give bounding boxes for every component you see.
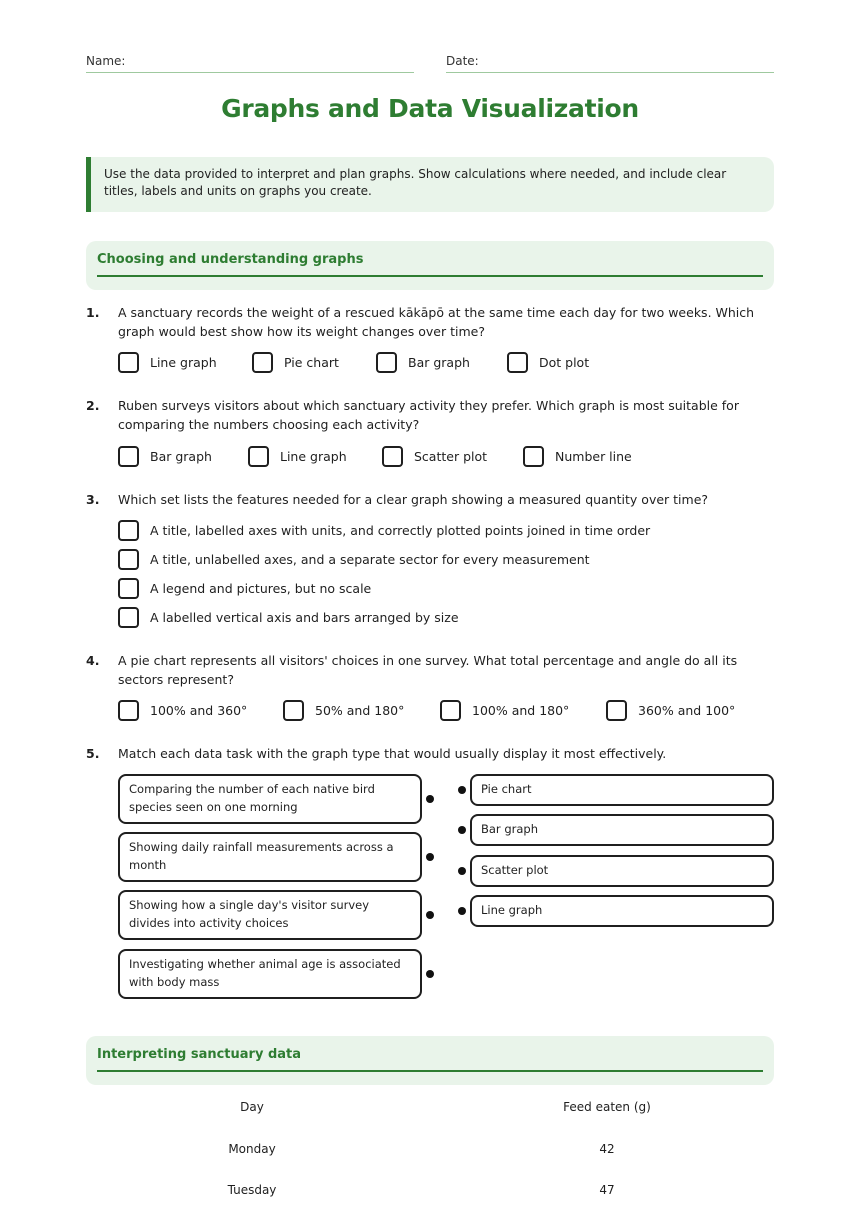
question-2-options [118,446,632,467]
option-label: A labelled vertical axis and bars arranged by size [150,610,459,625]
option-checkbox[interactable] [283,700,440,721]
option-checkbox[interactable] [606,700,735,721]
option-label: 360% and 100° [638,703,736,718]
match-graph-card[interactable]: Line graph [470,895,774,927]
option-checkbox[interactable] [118,549,650,570]
option-label: Pie chart [284,355,339,370]
match-task-card[interactable]: Showing how a single day's visitor survey divides into activity choices [118,890,422,940]
match-task-card[interactable]: Comparing the number of each native bird species seen on one morning [118,774,422,824]
match-dot-left[interactable] [426,853,434,861]
name-label: Name: [86,54,126,68]
question-text: Match each data task with the graph type that would usually display it most effectively. [118,746,667,761]
table-cell: 42 [599,1142,615,1156]
table-cell: 47 [599,1183,615,1197]
page-title: Graphs and Data Visualization [221,94,639,123]
question-2 [86,396,774,434]
section-title: Choosing and understanding graphs [97,252,364,267]
checkbox-icon[interactable] [283,700,304,721]
section-header-interpreting [86,1036,774,1085]
match-graph-card[interactable]: Bar graph [470,814,774,846]
question-4-options [118,700,735,721]
checkbox-icon[interactable] [118,549,139,570]
checkbox-icon[interactable] [523,446,544,467]
option-checkbox[interactable] [440,700,606,721]
option-checkbox[interactable] [523,446,632,467]
checkbox-icon[interactable] [118,700,139,721]
option-label: 50% and 180° [315,703,405,718]
question-3 [86,490,774,509]
checkbox-icon[interactable] [118,446,139,467]
checkbox-icon[interactable] [440,700,461,721]
table-header-day: Day [240,1100,264,1114]
option-checkbox[interactable] [118,700,283,721]
match-dot-right[interactable] [458,786,466,794]
question-number: 3. [86,492,100,507]
question-1-options [118,352,589,373]
date-field[interactable] [446,54,774,73]
date-label: Date: [446,54,479,68]
option-checkbox[interactable] [118,446,248,467]
instructions-box: Use the data provided to interpret and plan graphs. Show calculations where needed, and include clear titles, labels and units on graphs you create. [86,157,774,212]
question-number: 5. [86,746,100,761]
checkbox-icon[interactable] [382,446,403,467]
match-graph-card[interactable]: Pie chart [470,774,774,806]
question-4 [86,651,774,689]
match-graph-card[interactable]: Scatter plot [470,855,774,887]
checkbox-icon[interactable] [118,352,139,373]
table-cell: Monday [228,1142,276,1156]
match-dot-right[interactable] [458,907,466,915]
question-text: Ruben surveys visitors about which sanctuary activity they prefer. Which graph is most suitable for comparing the numbers choosing each activity? [118,398,739,432]
option-checkbox[interactable] [118,578,650,599]
option-label: 100% and 360° [150,703,248,718]
option-label: Line graph [280,449,347,464]
option-label: A title, unlabelled axes, and a separate sector for every measurement [150,552,590,567]
option-checkbox[interactable] [118,607,650,628]
match-task-card[interactable]: Showing daily rainfall measurements across a month [118,832,422,882]
question-1 [86,303,774,341]
option-label: Dot plot [539,355,590,370]
option-checkbox[interactable] [507,352,589,373]
checkbox-icon[interactable] [248,446,269,467]
option-checkbox[interactable] [118,352,252,373]
question-text: Which set lists the features needed for a clear graph showing a measured quantity over time? [118,492,709,507]
option-label: Line graph [150,355,217,370]
option-label: Bar graph [150,449,212,464]
section-header-choosing [86,241,774,290]
question-text: A sanctuary records the weight of a rescued kākāpō at the same time each day for two weeks. Which graph would best show how its weight changes over time? [118,305,755,339]
checkbox-icon[interactable] [118,520,139,541]
option-label: Number line [555,449,632,464]
match-dot-left[interactable] [426,970,434,978]
table-header-feed: Feed eaten (g) [563,1100,651,1114]
question-text: A pie chart represents all visitors' choices in one survey. What total percentage and angle do all its sectors represent? [118,653,738,687]
option-checkbox[interactable] [376,352,507,373]
option-label: Scatter plot [414,449,488,464]
name-field[interactable] [86,54,414,73]
checkbox-icon[interactable] [376,352,397,373]
option-label: 100% and 180° [472,703,570,718]
student-info-row [86,54,774,73]
checkbox-icon[interactable] [507,352,528,373]
match-dot-left[interactable] [426,795,434,803]
section-divider [97,275,763,277]
option-checkbox[interactable] [382,446,523,467]
question-3-options [118,520,650,636]
question-number: 4. [86,653,100,668]
checkbox-icon[interactable] [606,700,627,721]
section-divider [97,1070,763,1072]
option-checkbox[interactable] [118,520,650,541]
match-task-card[interactable]: Investigating whether animal age is associated with body mass [118,949,422,999]
match-dot-right[interactable] [458,826,466,834]
option-checkbox[interactable] [248,446,382,467]
checkbox-icon[interactable] [118,578,139,599]
question-number: 2. [86,398,100,413]
match-dot-right[interactable] [458,867,466,875]
checkbox-icon[interactable] [252,352,273,373]
option-label: A title, labelled axes with units, and correctly plotted points joined in time order [150,523,651,538]
option-label: Bar graph [408,355,470,370]
match-dot-left[interactable] [426,911,434,919]
checkbox-icon[interactable] [118,607,139,628]
table-cell: Tuesday [227,1183,277,1197]
option-label: A legend and pictures, but no scale [150,581,372,596]
question-5 [86,744,774,763]
option-checkbox[interactable] [252,352,376,373]
section-title: Interpreting sanctuary data [97,1047,302,1062]
question-number: 1. [86,305,100,320]
